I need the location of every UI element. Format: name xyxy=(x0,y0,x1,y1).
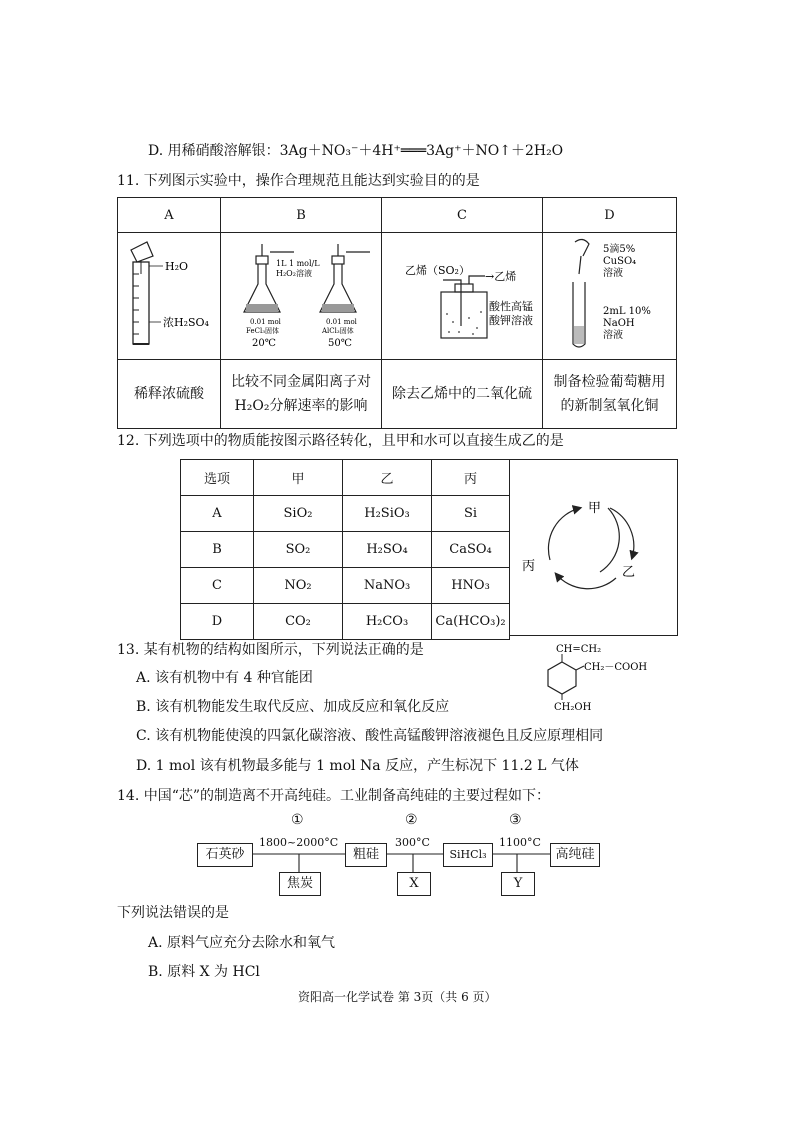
q11-caption-a xyxy=(118,360,221,429)
cell: Ca(HCO₃)₂ xyxy=(432,604,510,640)
q12-cycle-diagram xyxy=(510,459,678,636)
fig-a-water-label: H₂O xyxy=(165,260,189,273)
table-row xyxy=(181,604,510,640)
cell: D xyxy=(181,604,254,640)
caption-b-line-1: 比较不同金属阳离子对 xyxy=(231,374,371,390)
fig-c-gas-out: →乙烯 xyxy=(484,270,516,283)
cell: SO₂ xyxy=(254,532,343,568)
q14-option-b: B. 原料 X 为 HCl xyxy=(148,964,260,980)
fig-d-drops: 5滴5% xyxy=(602,244,635,255)
caption-b-line-2: H₂O₂分解速率的影响 xyxy=(234,398,368,414)
cycle-yi: 乙 xyxy=(622,565,636,580)
q13-option-b: B. 该有机物能发生取代反应、加成反应和氧化反应 xyxy=(136,699,450,715)
q12-header-option: 选项 xyxy=(181,460,254,496)
cell: NaNO₃ xyxy=(343,568,432,604)
q12-header-jia: 甲 xyxy=(254,460,343,496)
structure-side: CH₂－COOH xyxy=(584,662,648,673)
caption-a-line: 稀释浓硫酸 xyxy=(134,386,204,402)
cell: C xyxy=(181,568,254,604)
q11-header-b: B xyxy=(221,198,382,233)
table-row xyxy=(181,496,510,532)
fig-b-right-salt2: AlCl₃固体 xyxy=(321,327,354,335)
flow-condition-2: 300°C xyxy=(395,836,430,849)
q11-figure-a xyxy=(118,233,221,360)
cell: A xyxy=(181,496,254,532)
fig-d-sol-1: 溶液 xyxy=(602,268,623,279)
cell: Si xyxy=(432,496,510,532)
structure-bottom: CH₂OH xyxy=(554,702,592,713)
cycle-jia: 甲 xyxy=(588,501,602,516)
q12-header-bing: 丙 xyxy=(432,460,510,496)
cycle-bing: 丙 xyxy=(522,559,536,574)
fig-c-gas-in: 乙烯（SO₂） xyxy=(404,264,470,277)
fig-b-left-salt: 0.01 mol xyxy=(249,318,281,326)
structure-top: CH=CH₂ xyxy=(556,644,602,655)
flow-box-crude-si: 粗硅 xyxy=(345,843,387,867)
flow-reagent-y: Y xyxy=(501,872,535,896)
flow-box-sihcl3: SiHCl₃ xyxy=(443,843,493,867)
flow-condition-3: 1100°C xyxy=(499,836,541,849)
page-footer: 资阳高一化学试卷 第 3页（共 6 页） xyxy=(298,990,497,1004)
cell: CaSO₄ xyxy=(432,532,510,568)
cell: H₂CO₃ xyxy=(343,604,432,640)
flow-step-1: ① xyxy=(291,812,304,828)
q13-option-c: C. 该有机物能使溴的四氯化碳溶液、酸性高锰酸钾溶液褪色且反应原理相同 xyxy=(136,728,604,744)
cell: CO₂ xyxy=(254,604,343,640)
q11-figure-b xyxy=(221,233,382,360)
q11-figure-c xyxy=(382,233,543,360)
q11-header-d: D xyxy=(543,198,677,233)
fig-a-acid-label: 浓H₂SO₄ xyxy=(163,316,209,329)
table-row xyxy=(181,568,510,604)
q11-stem: 11. 下列图示实验中，操作合理规范且能达到实验目的的是 xyxy=(117,173,480,189)
cell: SiO₂ xyxy=(254,496,343,532)
caption-c-line: 除去乙烯中的二氧化硫 xyxy=(392,386,532,402)
q11-header-c: C xyxy=(382,198,543,233)
q11-figure-d xyxy=(543,233,677,360)
cell: B xyxy=(181,532,254,568)
fig-b-right-salt: 0.01 mol xyxy=(325,318,357,326)
flow-step-2: ② xyxy=(405,812,418,828)
cell: HNO₃ xyxy=(432,568,510,604)
cell: NO₂ xyxy=(254,568,343,604)
fig-d-sol-2: 溶液 xyxy=(602,330,623,341)
caption-d-line-2: 的新制氢氧化铜 xyxy=(560,398,659,414)
flow-condition-1: 1800~2000°C xyxy=(259,836,339,849)
fig-d-naoh-1: 2mL 10% xyxy=(602,306,651,317)
q14-flowchart xyxy=(195,810,615,900)
q11-header-a: A xyxy=(118,198,221,233)
flow-box-quartz: 石英砂 xyxy=(197,843,253,867)
q12-stem: 12. 下列选项中的物质能按图示路径转化，且甲和水可以直接生成乙的是 xyxy=(117,433,564,449)
flow-step-3: ③ xyxy=(509,812,522,828)
fig-d-naoh-2: NaOH xyxy=(602,318,635,329)
q12-table xyxy=(180,459,510,640)
q10-option-d: D. 用稀硝酸溶解银：3Ag＋NO₃⁻＋4H⁺═══3Ag⁺＋NO↑＋2H₂O xyxy=(148,143,564,159)
q14-stem: 14. 中国“芯”的制造离不开高纯硅。工业制备高纯硅的主要过程如下： xyxy=(117,788,551,804)
q11-table xyxy=(117,197,677,429)
q14-option-a: A. 原料气应充分去除水和氧气 xyxy=(148,935,336,951)
flow-box-pure-si: 高纯硅 xyxy=(550,843,600,867)
q11-caption-d xyxy=(543,360,677,429)
q13-option-a: A. 该有机物中有 4 种官能团 xyxy=(136,670,313,686)
fig-d-cuso4: CuSO₄ xyxy=(602,256,636,267)
cell: H₂SiO₃ xyxy=(343,496,432,532)
fig-c-reagent-2: 酸钾溶液 xyxy=(488,314,533,327)
q13-structure xyxy=(540,640,670,720)
caption-d-line-1: 制备检验葡萄糖用 xyxy=(553,374,666,390)
q14-sub-stem: 下列说法错误的是 xyxy=(117,905,229,921)
q13-option-d: D. 1 mol 该有机物最多能与 1 mol Na 反应，产生标况下 11.2 L 气体 xyxy=(136,758,579,774)
fig-b-h2o2: H₂O₂溶液 xyxy=(275,269,312,278)
fig-b-left-salt2: FeCl₃固体 xyxy=(245,327,279,335)
q12-header-yi: 乙 xyxy=(343,460,432,496)
q11-caption-b xyxy=(221,360,382,429)
table-row xyxy=(181,532,510,568)
fig-b-right-temp: 50℃ xyxy=(327,338,352,349)
fig-b-left-temp: 20℃ xyxy=(251,338,276,349)
q13-stem: 13. 某有机物的结构如图所示，下列说法正确的是 xyxy=(117,642,424,658)
cell: H₂SO₄ xyxy=(343,532,432,568)
flow-reagent-coke: 焦炭 xyxy=(279,872,321,896)
flow-reagent-x: X xyxy=(397,872,431,896)
q11-caption-c xyxy=(382,360,543,429)
fig-c-reagent-1: 酸性高锰 xyxy=(488,300,533,313)
fig-b-solution: 1L 1 mol/L xyxy=(275,259,320,268)
